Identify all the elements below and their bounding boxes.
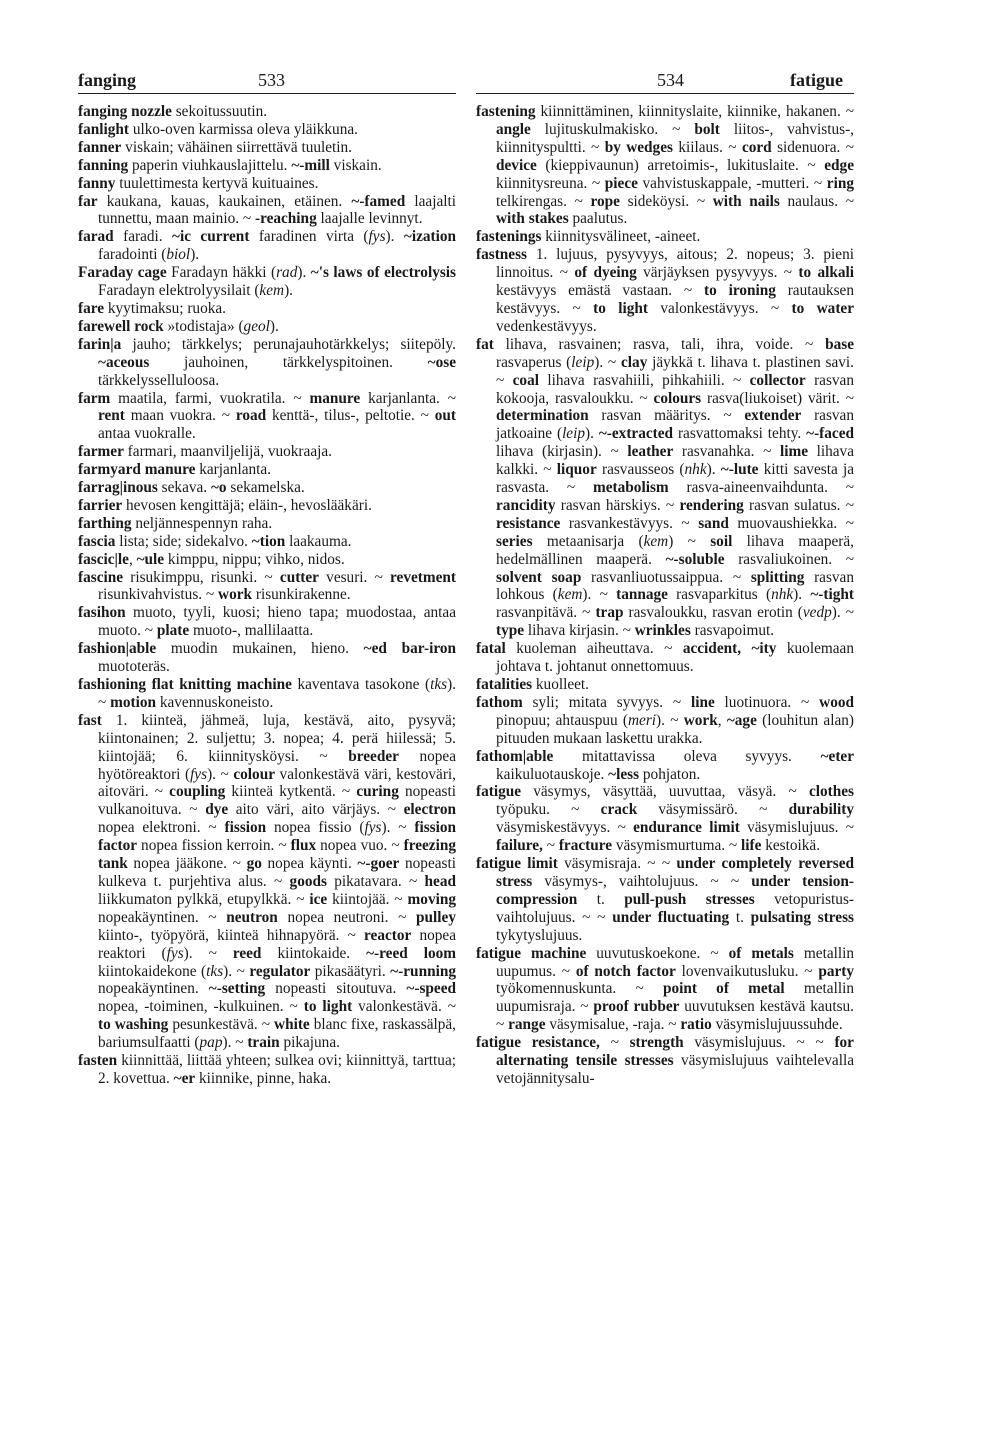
dictionary-entry: farthing neljännespennyn raha. bbox=[78, 514, 273, 532]
dictionary-entry: fanging nozzle sekoitussuutin. bbox=[78, 103, 268, 120]
dictionary-entry: fashion|able muodin mukainen, hieno. ~ed bar-iron muototeräs. bbox=[78, 640, 456, 676]
dictionary-entry: farad faradi. ~ic current faradinen virta (fys). ~ization faradointi (biol). bbox=[78, 228, 457, 264]
dictionary-entry: fanlight ulko-oven karmissa oleva yläikkuna. bbox=[78, 120, 358, 138]
dictionary-entry: fanning paperin viuhkauslajittelu. ~-mill viskain. bbox=[78, 156, 382, 174]
left-column bbox=[78, 103, 456, 1088]
dictionary-entry: far kaukana, kauas, kaukainen, etäinen. ~-famed laajalti tunnettu, maan mainio. ~ -reaching laajalle levinnyt. bbox=[78, 192, 456, 228]
dictionary-entry: farin|a jauho; tärkkelys; perunajauhotärkkelys; siitepöly. ~aceous jauhoinen, tärkkelyspitoinen. ~ose tärkkelysselluloosa. bbox=[78, 335, 456, 389]
dictionary-entry: farmyard manure karjanlanta. bbox=[78, 461, 272, 479]
running-head-right: fatigue bbox=[790, 70, 843, 90]
right-column bbox=[476, 103, 854, 1088]
running-head-left: fanging bbox=[78, 70, 137, 90]
dictionary-entry: fasihon muoto, tyyli, kuosi; hieno tapa; muodostaa, antaa muoto. ~ plate muoto-, mallilaatta. bbox=[78, 604, 456, 640]
dictionary-entry: farrier hevosen kengittäjä; eläin-, hevoslääkäri. bbox=[78, 496, 372, 514]
dictionary-entry: fat lihava, rasvainen; rasva, tali, ihra, voide. ~ base rasvaperus (leip). ~ clay jäykkä t. lihava t. plastinen savi. ~ coal lihava rasvahiili, pihkahiili. ~ collector rasvan kokooja, rasvaloukku. ~ colours rasva(liukoiset) värit. ~ determination rasvan määritys. ~ extender rasvan jatkoaine (leip). ~-extracted rasvattomaksi tehty. ~-faced lihava (kirjasin). ~ leather rasvanahka. ~ lime lihava kalkki. ~ liquor rasvausseos (nhk). ~-lute kitti savesta ja rasvasta. ~ metabolism rasva-aineenvaihdunta. ~ rancidity rasvan härskiys. ~ rendering rasvan sulatus. ~ resistance rasvankestävyys. ~ sand muovaushiekka. ~ series metaanisarja (kem) ~ soil lihava maaperä, hedelmällinen maaperä. ~-soluble rasvaliukoinen. ~ solvent soap rasvanliuotussaippua. ~ splitting rasvan lohkous (kem). ~ tannage rasvaparkitus (nhk). ~-tight rasvanpitävä. ~ trap rasvaloukku, rasvan erotin (vedp). ~ type lihava kirjasin. ~ wrinkles rasvapoimut. bbox=[476, 335, 855, 640]
dictionary-entry: Faraday cage Faradayn häkki (rad). ~'s laws of electrolysis Faradayn elektrolyysilait (kem). bbox=[78, 264, 457, 300]
dictionary-entry: fanner viskain; vähäinen siirrettävä tuuletin. bbox=[78, 138, 353, 156]
dictionary-entry: fascine risukimppu, risunki. ~ cutter vesuri. ~ revetment risunkivahvistus. ~ work risunkirakenne. bbox=[78, 568, 456, 604]
dictionary-entry: fathom syli; mitata syvyys. ~ line luotinuora. ~ wood pinopuu; ahtauspuu (meri). ~ work, ~age (louhitun alan) pituuden mukaan laskettu urakka. bbox=[476, 693, 855, 747]
dictionary-entry: fatigue machine uuvutuskoekone. ~ of metals metallin uupumus. ~ of notch factor lovenvaikutusluku. ~ party työkomennuskunta. ~ point of metal metallin uupumisraja. ~ proof rubber uuvutuksen kestävä kautsu. ~ range väsymisalue, -raja. ~ ratio väsymislujuussuhde. bbox=[476, 944, 855, 1034]
dictionary-entry: farm maatila, farmi, vuokratila. ~ manure karjanlanta. ~ rent maan vuokra. ~ road kenttä-, tilus-, peltotie. ~ out antaa vuokralle. bbox=[78, 389, 456, 443]
header-rule-left bbox=[78, 93, 456, 94]
page-number-left: 533 bbox=[258, 70, 285, 90]
page-number-right: 534 bbox=[657, 70, 684, 90]
dictionary-entry: fashioning flat knitting machine kaventava tasokone (tks). ~ motion kavennuskoneisto. bbox=[78, 676, 456, 711]
dictionary-entry: fatigue väsymys, väsyttää, uuvuttaa, väsyä. ~ clothes työpuku. ~ crack väsymissärö. ~ durability väsymiskestävyys. ~ endurance limit väsymislujuus. ~ failure, ~ fracture väsymismurtuma. ~ life kestoikä. bbox=[476, 783, 855, 855]
dictionary-entry: fascia lista; side; sidekalvo. ~tion laakauma. bbox=[78, 532, 352, 550]
dictionary-entry: fatigue limit väsymisraja. ~ ~ under completely reversed stress väsymys-, vaihtolujuus. ~ ~ under tension-compression t. pull-push stresses vetopuristus-vaihtolujuus. ~ ~ under fluctuating t. pulsating stress tykytyslujuus. bbox=[476, 855, 855, 944]
dictionary-entry: fastening kiinnittäminen, kiinnityslaite, kiinnike, hakanen. ~ angle lujituskulmakisko. ~ bolt liitos-, vahvistus-, kiinnityspultti. ~ by wedges kiilaus. ~ cord sidenuora. ~ device (kieppivaunun) arretoimis-, lukituslaite. ~ edge kiinnitysreuna. ~ piece vahvistuskappale, -mutteri. ~ ring telkirengas. ~ rope sideköysi. ~ with nails naulaus. ~ with stakes paalutus. bbox=[476, 103, 855, 228]
dictionary-entry: farmer farmari, maanviljelijä, vuokraaja. bbox=[78, 443, 332, 461]
header-rule-right bbox=[476, 93, 854, 94]
dictionary-entry: fasten kiinnittää, liittää yhteen; sulkea ovi; kiinnittyä, tarttua; 2. kovettua. ~er kiinnike, pinne, haka. bbox=[78, 1052, 456, 1087]
dictionary-entry: fascic|le, ~ule kimppu, nippu; vihko, nidos. bbox=[78, 550, 345, 568]
dictionary-entry: fastness 1. lujuus, pysyvyys, aitous; 2. nopeus; 3. pieni linnoitus. ~ of dyeing värjäyksen pysyvyys. ~ to alkali kestävyys emästä vastaan. ~ to ironing rautauksen kestävyys. ~ to light valonkestävyys. ~ to water vedenkestävyys. bbox=[476, 246, 855, 335]
dictionary-entry: fathom|able mitattavissa oleva syvyys. ~eter kaikuluotauskoje. ~less pohjaton. bbox=[476, 747, 854, 783]
dictionary-entry: fatigue resistance, ~ strength väsymislujuus. ~ ~ for alternating tensile stresses väsymislujuus vaihtelevalla vetojännitysalu- bbox=[476, 1034, 854, 1087]
dictionary-entry: farrag|inous sekava. ~o sekamelska. bbox=[78, 479, 305, 497]
dictionary-entry: fastenings kiinnitysvälineet, -aineet. bbox=[476, 228, 701, 246]
dictionary-entry: fatal kuoleman aiheuttava. ~ accident, ~ity kuolemaan johtava t. johtanut onnettomuus. bbox=[476, 640, 854, 676]
dictionary-entry: farewell rock »todistaja» (geol). bbox=[78, 317, 279, 335]
dictionary-entry: fatalities kuolleet. bbox=[476, 676, 590, 693]
dictionary-entry: fare kyytimaksu; ruoka. bbox=[78, 299, 226, 317]
dictionary-entry: fast 1. kiinteä, jähmeä, luja, kestävä, aito, pysyvä; kiintonainen; 2. suljettu; 3. nopea; 4. perä hiilessä; 5. kiintojää; 6. kiinnitysköysi. ~ breeder nopea hyötöreaktori (fys). ~ colour valonkestävä väri, kestoväri, aitoväri. ~ coupling kiinteä kytkentä. ~ curing nopeasti vulkanoituva. ~ dye aito väri, aito värjäys. ~ electron nopea elektroni. ~ fission nopea fissio (fys). ~ fission factor nopea fission kerroin. ~ flux nopea vuo. ~ freezing tank nopea jääkone. ~ go nopea käynti. ~-goer nopeasti kulkeva t. purjehtiva alus. ~ goods pikatavara. ~ head liikkumaton pylkkä, etupylkkä. ~ ice kiintojää. ~ moving nopeakäyntinen. ~ neutron nopea neutroni. ~ pulley kiinto-, työpyörä, kiinteä hihnapyörä. ~ reactor nopea reaktori (fys). ~ reed kiintokaide. ~-reed loom kiintokaidekone (tks). ~ regulator pikasäätyri. ~-running nopeakäyntinen. ~-setting nopeasti sitoutuva. ~-speed nopea, -toiminen, -kulkuinen. ~ to light valonkestävä. ~ to washing pesunkestävä. ~ white blanc fixe, raskassälpä, bariumsulfaatti (pap). ~ train pikajuna. bbox=[78, 711, 457, 1052]
dictionary-entry: fanny tuulettimesta kertyvä kuituaines. bbox=[78, 174, 319, 192]
